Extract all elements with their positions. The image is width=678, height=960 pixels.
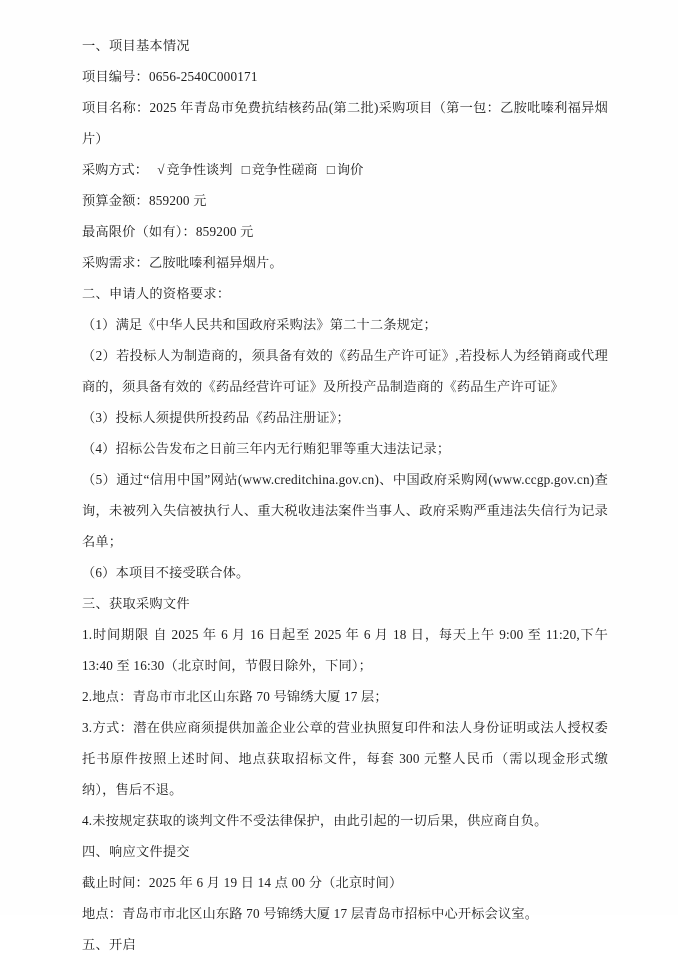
budget-row xyxy=(82,185,608,216)
option-consultation-mark[interactable]: □ xyxy=(241,162,250,177)
procurement-method-label: 采购方式： xyxy=(82,162,148,177)
option-consultation-label: 竞争性磋商 xyxy=(251,162,318,177)
demand-value: 乙胺吡嗪利福异烟片。 xyxy=(148,255,283,270)
project-number-label: 项目编号： xyxy=(82,69,149,84)
qualification-item-6: （6）本项目不接受联合体。 xyxy=(82,565,250,580)
project-number-row xyxy=(82,61,608,92)
max-price-row xyxy=(82,216,608,247)
budget-value: 859200 元 xyxy=(148,193,207,208)
option-inquiry-mark[interactable]: □ xyxy=(326,162,335,177)
demand-row xyxy=(82,247,608,278)
option-negotiation-label: 竞争性谈判 xyxy=(166,162,233,177)
option-inquiry-label: 询价 xyxy=(336,162,364,177)
section-3-heading: 三、获取采购文件 xyxy=(82,596,190,611)
procurement-method-row xyxy=(82,154,608,185)
acquire-item-1: 1.时间期限 自 2025 年 6 月 16 日起至 2025 年 6 月 18 日，每天上午 9:00 至 11:20,下午 13:40 至 16:30（北京时间，节假日除外，下同）； xyxy=(82,627,608,673)
section-2-heading: 二、申请人的资格要求： xyxy=(82,286,231,301)
section-1-heading: 一、项目基本情况 xyxy=(82,38,190,53)
submission-deadline: 截止时间：2025 年 6 月 19 日 14 点 00 分（北京时间） xyxy=(82,875,403,890)
acquire-item-4: 4.未按规定获取的谈判文件不受法律保护，由此引起的一切后果，供应商自负。 xyxy=(82,813,548,828)
project-number-value: 0656-2540C000171 xyxy=(148,69,258,84)
project-name-value: 2025 年青岛市免费抗结核药品(第二批)采购项目（第一包：乙胺吡嗪利福异烟片） xyxy=(82,100,609,146)
acquire-item-2: 2.地点：青岛市市北区山东路 70 号锦绣大厦 17 层； xyxy=(82,689,388,704)
section-5-heading: 五、开启 xyxy=(82,937,136,952)
qualification-item-4: （4）招标公告发布之日前三年内无行贿犯罪等重大违法记录； xyxy=(82,441,451,456)
max-price-label: 最高限价（如有）： xyxy=(82,224,196,239)
submission-location: 地点：青岛市市北区山东路 70 号锦绣大厦 17 层青岛市招标中心开标会议室。 xyxy=(82,906,539,921)
project-name-row xyxy=(82,92,608,154)
option-negotiation-mark[interactable]: √ xyxy=(157,162,165,177)
acquire-item-3: 3.方式：潜在供应商须提供加盖企业公章的营业执照复印件和法人身份证明或法人授权委托书原件按照上述时间、地点获取招标文件，每套 300 元整人民币（需以现金形式缴纳），售后不退。 xyxy=(82,720,608,797)
qualification-item-5: （5）通过“信用中国”网站(www.creditchina.gov.cn)、中国政府采购网(www.ccgp.gov.cn)查询，未被列入失信被执行人、重大税收违法案件当事人、政府采购严重违法失信行为记录名单； xyxy=(82,472,608,549)
qualification-item-2: （2）若投标人为制造商的，须具备有效的《药品生产许可证》,若投标人为经销商或代理商的，须具备有效的《药品经营许可证》及所投产品制造商的《药品生产许可证》 xyxy=(82,348,608,394)
qualification-item-1: （1）满足《中华人民共和国政府采购法》第二十二条规定； xyxy=(82,317,437,332)
max-price-value: 859200 元 xyxy=(195,224,254,239)
qualification-item-3: （3）投标人须提供所投药品《药品注册证》； xyxy=(82,410,350,425)
demand-label: 采购需求： xyxy=(82,255,149,270)
section-4-heading: 四、响应文件提交 xyxy=(82,844,190,859)
budget-label: 预算金额： xyxy=(82,193,149,208)
project-name-label: 项目名称： xyxy=(82,100,150,115)
